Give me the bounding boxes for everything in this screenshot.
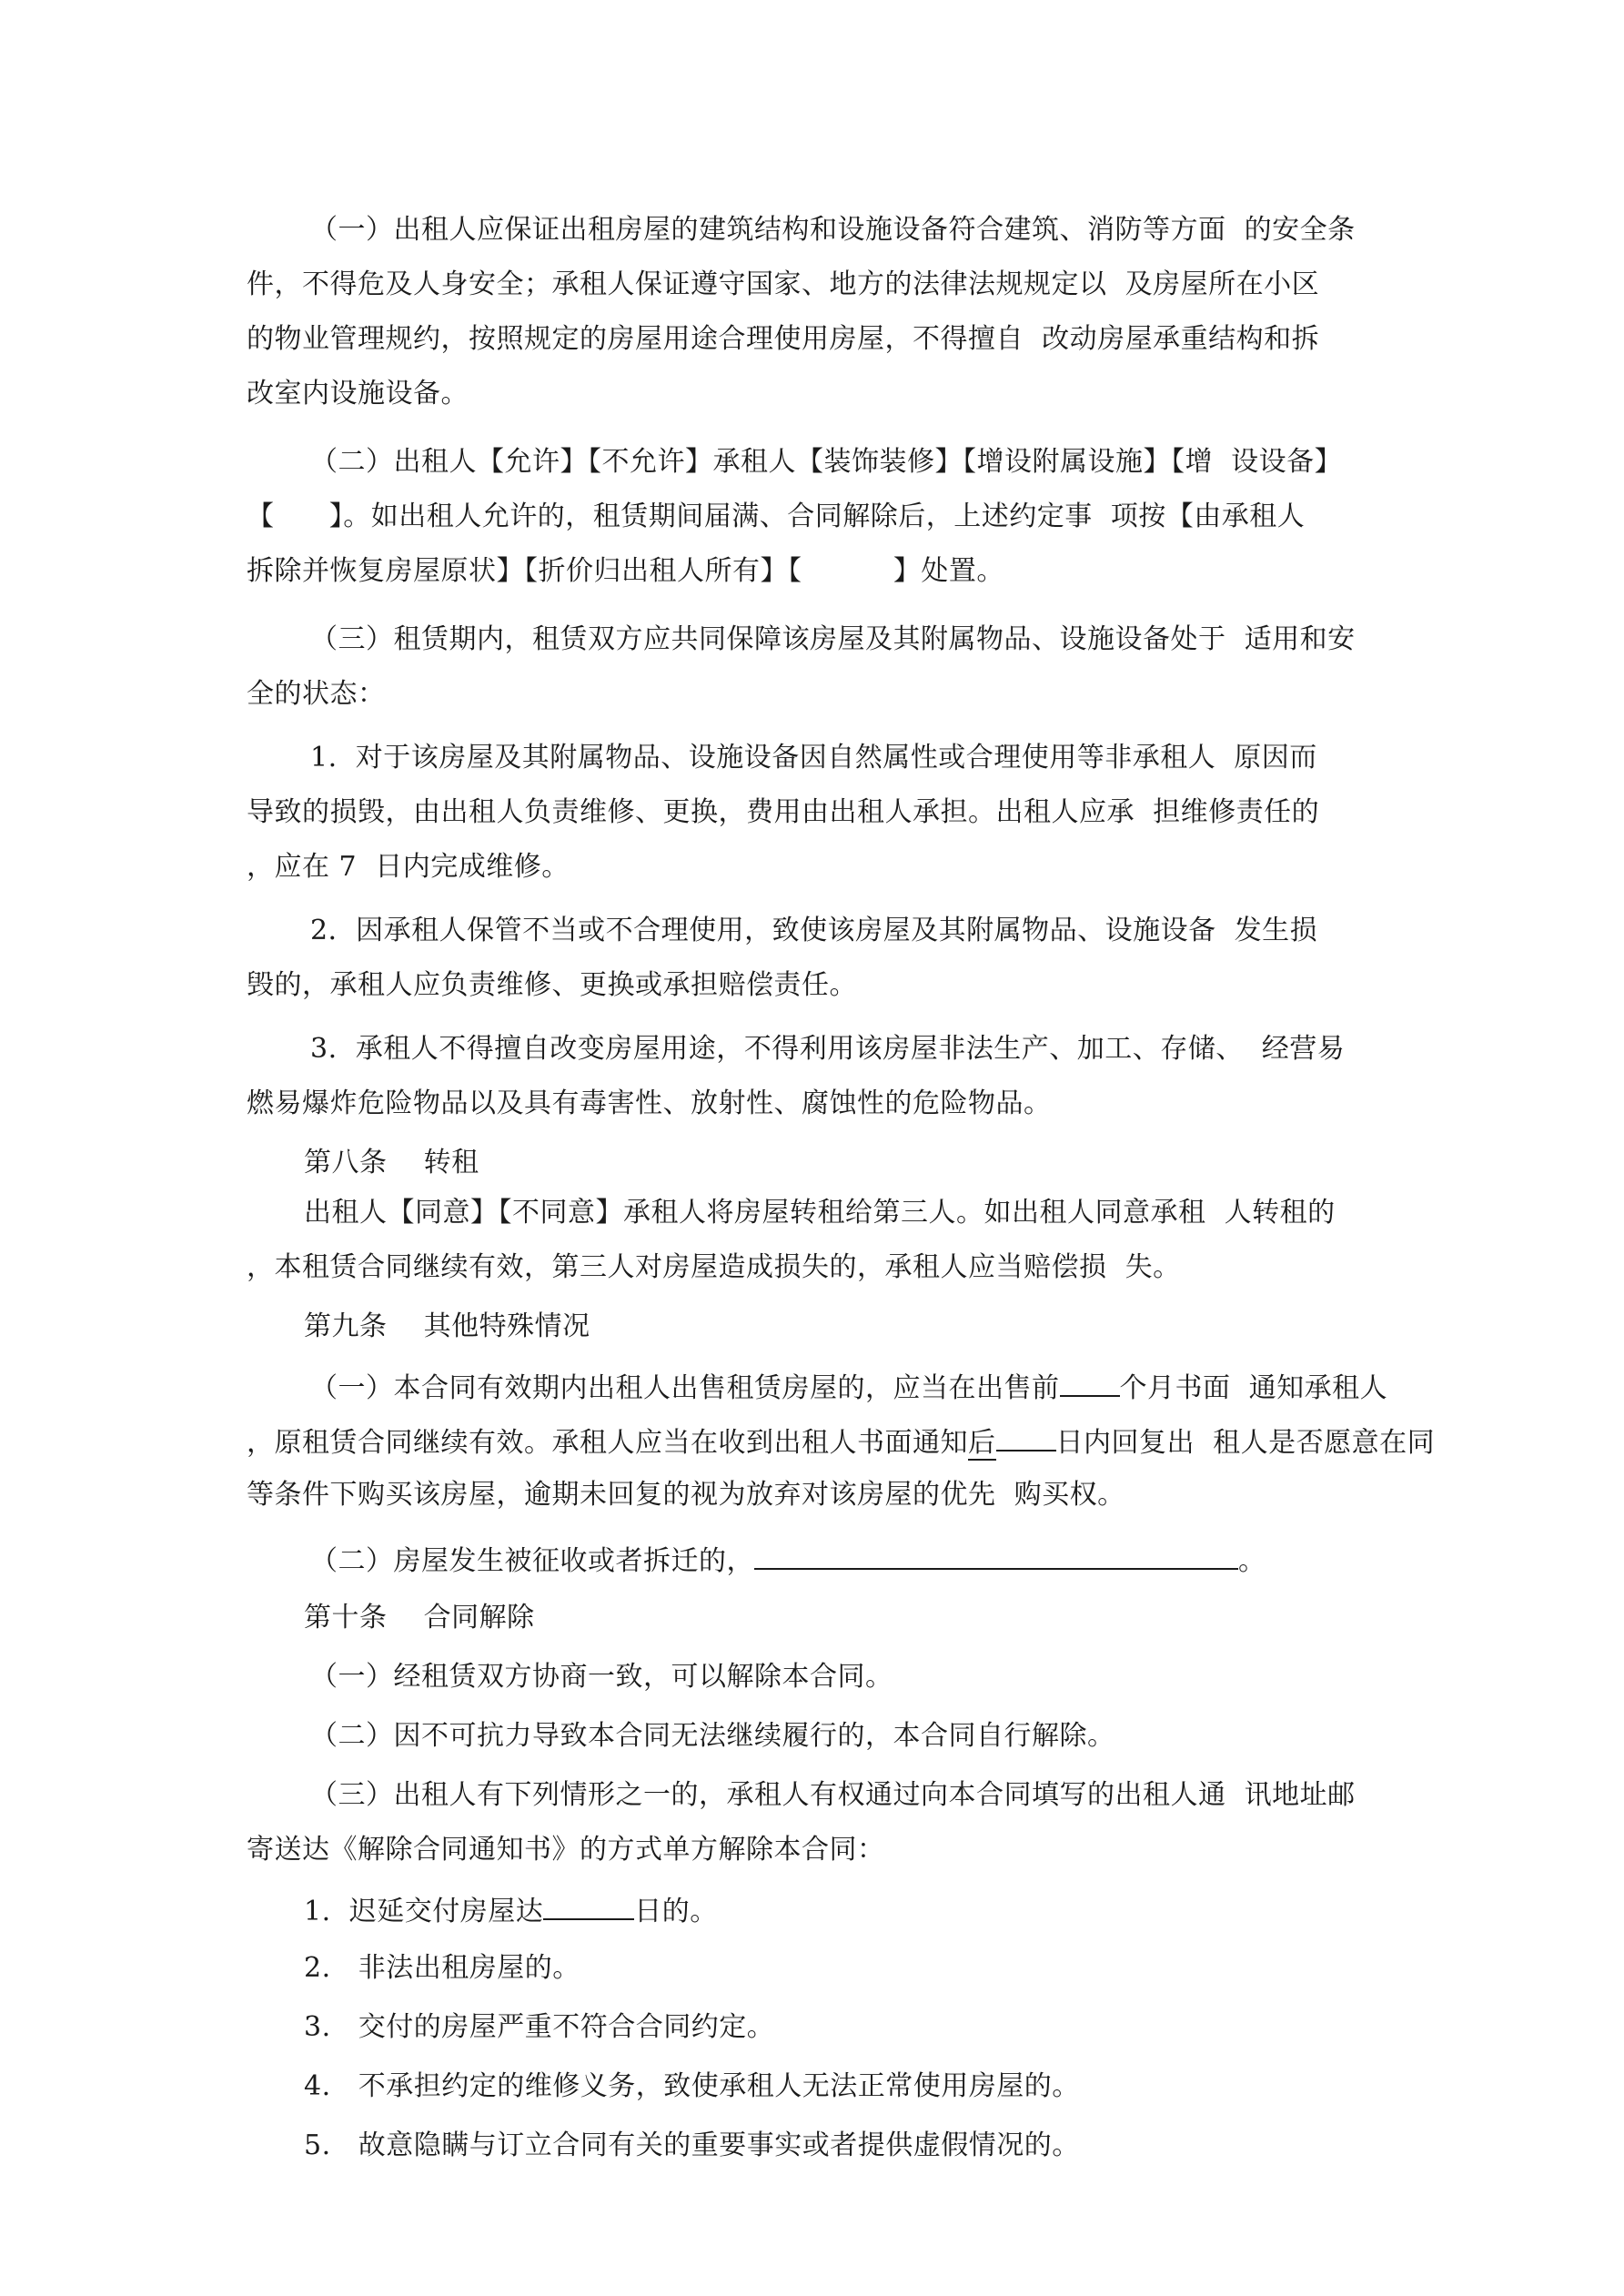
s7-item1-line2: 导致的损毁，由出租人负责维修、更换，费用由出租人承担。出租人应承 担维修责任的 [247, 796, 1320, 828]
s9-p1-line2-a: ，原租赁合同继续有效。承租人应当在收到出租人书面通知 [247, 1427, 968, 1459]
s8-body-line1: 出租人【同意】【不同意】承租人将房屋转租给第三人。如出租人同意承租 人转租的 [304, 1197, 1336, 1229]
s7-p2-line1: （二）出租人【允许】【不允许】承租人【装饰装修】【增设附属设施】【增 设设备】 [310, 446, 1343, 478]
s8-heading: 第八条 转租 [304, 1147, 479, 1178]
s10-c2: （二）因不可抗力导致本合同无法继续履行的，本合同自行解除。 [310, 1720, 1115, 1752]
s10-c3-line1: （三）出租人有下列情形之一的，承租人有权通过向本合同填写的出租人通 讯地址邮 [310, 1779, 1356, 1811]
s8-body-line2: ，本租赁合同继续有效，第三人对房屋造成损失的，承租人应当赔偿损 失。 [247, 1251, 1181, 1283]
s9-p2-line [310, 1541, 1266, 1580]
s7-p3-line1: （三）租赁期内，租赁双方应共同保障该房屋及其附属物品、设施设备处于 适用和安 [310, 623, 1356, 655]
s7-item3-line2: 燃易爆炸危险物品以及具有毒害性、放射性、腐蚀性的危险物品。 [247, 1087, 1052, 1119]
s9-p1-line1-b: 个月书面 通知承租人 [1119, 1372, 1388, 1404]
s10-item5: 5. 故意隐瞒与订立合同有关的重要事实或者提供虚假情况的。 [304, 2129, 1080, 2161]
s10-item1-b: 日的。 [634, 1896, 718, 1927]
s10-item1-a: 1. 迟延交付房屋达 [304, 1896, 544, 1927]
s9-p1-line2 [247, 1422, 1435, 1462]
s7-item1-line1: 1. 对于该房屋及其附属物品、设施设备因自然属性或合理使用等非承租人 原因而 [310, 742, 1317, 774]
s9-p2-a: （二）房屋发生被征收或者拆迁的， [310, 1545, 754, 1577]
s10-heading: 第十条 合同解除 [304, 1602, 535, 1633]
s7-p2-line3: 拆除并恢复房屋原状】【折价归出租人所有】【 】处置。 [247, 555, 1004, 587]
days-reply-blank[interactable] [996, 1422, 1056, 1451]
s9-p1-line1 [310, 1368, 1387, 1407]
s10-item2: 2. 非法出租房屋的。 [304, 1952, 580, 1984]
s10-item1 [304, 1891, 718, 1930]
s10-item3: 3. 交付的房屋严重不符合合同约定。 [304, 2011, 775, 2043]
s7-item3-line1: 3. 承租人不得擅自改变房屋用途，不得利用该房屋非法生产、加工、存储、 经营易 [310, 1033, 1346, 1065]
s9-p1-line2-c: 日内回复出 租人是否愿意在同 [1055, 1427, 1436, 1459]
s9-p1-line2-b: 后 [968, 1427, 996, 1459]
s7-p1-line1: （一）出租人应保证出租房屋的建筑结构和设施设备符合建筑、消防等方面 的安全条 [310, 214, 1356, 246]
s9-heading: 第九条 其他特殊情况 [304, 1310, 590, 1342]
s9-p2-b: 。 [1238, 1545, 1266, 1577]
s7-p1-line4: 改室内设施设备。 [247, 378, 469, 410]
s7-item2-line1: 2．因承租人保管不当或不合理使用，致使该房屋及其附属物品、设施设备 发生损 [310, 915, 1318, 946]
s10-c1: （一）经租赁双方协商一致，可以解除本合同。 [310, 1661, 893, 1693]
months-blank[interactable] [1060, 1368, 1120, 1397]
s10-c3-line2: 寄送达《解除合同通知书》的方式单方解除本合同： [247, 1834, 885, 1866]
expropriation-blank[interactable] [754, 1541, 1238, 1570]
s9-p1-line3: 等条件下购买该房屋，逾期未回复的视为放弃对该房屋的优先 购买权。 [247, 1479, 1125, 1511]
delay-days-blank[interactable] [543, 1891, 634, 1920]
s7-item1-line3: ，应在 7 日内完成维修。 [247, 851, 570, 883]
s9-p1-line1-a: （一）本合同有效期内出租人出售租赁房屋的，应当在出售前 [310, 1372, 1060, 1404]
s10-item4: 4. 不承担约定的维修义务，致使承租人无法正常使用房屋的。 [304, 2070, 1080, 2102]
s7-item2-line2: 毁的，承租人应负责维修、更换或承担赔偿责任。 [247, 969, 857, 1001]
s7-p1-line2: 件，不得危及人身安全；承租人保证遵守国家、地方的法律法规规定以 及房屋所在小区 [247, 268, 1320, 300]
s7-p2-line2: 【 】。如出租人允许的，租赁期间届满、合同解除后，上述约定事 项按【由承租人 [247, 501, 1306, 532]
s7-p1-line3: 的物业管理规约，按照规定的房屋用途合理使用房屋，不得擅自 改动房屋承重结构和拆 [247, 323, 1320, 355]
s7-p3-line2: 全的状态： [247, 678, 386, 710]
